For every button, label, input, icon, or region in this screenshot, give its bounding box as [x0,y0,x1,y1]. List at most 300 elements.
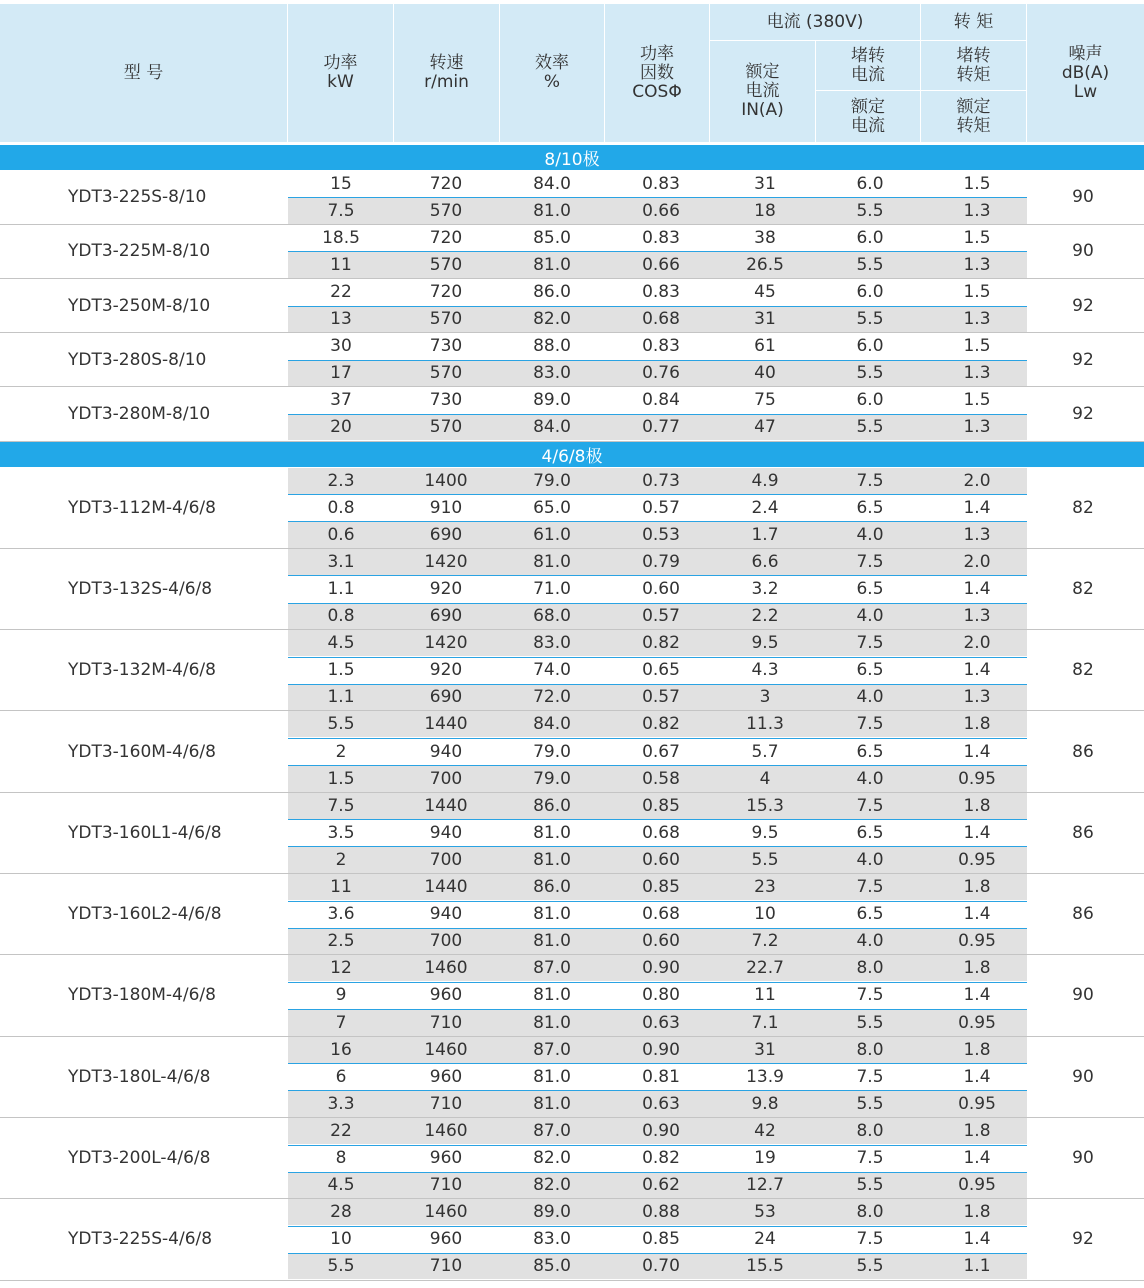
rated-current-cell: 47 [754,417,776,438]
power-cell: 16 [330,1039,352,1060]
locked-torque-cell: 1.5 [963,281,991,302]
noise-value: 92 [1072,349,1094,370]
pf-cell: 0.85 [642,795,680,816]
efficiency-cell: 81.0 [533,904,571,925]
model-name: YDT3-225M-8/10 [68,241,211,262]
noise-value: 82 [1072,660,1094,681]
pf-cell: 0.57 [642,687,680,708]
locked-torque-cell: 1.4 [963,985,991,1006]
header-speed: 转速 r/min [424,53,469,92]
speed-cell: 570 [429,309,463,329]
pf-cell: 0.80 [642,985,680,1006]
pf-cell: 0.85 [642,877,680,897]
noise-value: 82 [1072,497,1094,518]
speed-cell: 1420 [424,633,468,654]
efficiency-cell: 74.0 [533,660,571,681]
noise-value: 92 [1072,1229,1094,1250]
pf-cell: 0.82 [642,1148,680,1168]
header-divider [710,40,1026,41]
speed-cell: 570 [429,254,463,275]
efficiency-cell: 83.0 [533,633,571,654]
header-locked-torque-bottom: 额定 转矩 [956,96,991,136]
rated-current-cell: 7.2 [751,931,779,952]
speed-cell: 700 [429,768,463,789]
efficiency-cell: 61.0 [533,524,571,545]
power-cell: 2 [335,741,347,762]
power-cell: 1.5 [327,660,355,681]
model-name: YDT3-225S-8/10 [68,187,207,208]
model-name: YDT3-250M-8/10 [68,295,211,316]
pf-cell: 0.82 [642,714,680,735]
efficiency-cell: 86.0 [533,795,571,816]
rated-current-cell: 3.2 [751,578,779,599]
header-divider [920,4,921,142]
group-divider [0,278,1144,279]
locked-current-cell: 6.5 [856,660,884,681]
power-cell: 11 [330,254,352,275]
speed-cell: 960 [429,1148,463,1168]
speed-cell: 1400 [424,470,468,491]
pf-cell: 0.76 [642,363,680,384]
speed-cell: 690 [429,687,463,708]
locked-current-cell: 6.5 [856,822,884,843]
efficiency-cell: 84.0 [533,714,571,735]
locked-torque-cell: 1.8 [963,795,991,816]
locked-current-cell: 7.5 [856,470,884,491]
speed-cell: 1460 [424,1120,468,1141]
rated-current-cell: 42 [754,1120,776,1141]
speed-cell: 1420 [424,551,468,572]
locked-torque-cell: 1.5 [963,173,991,194]
pf-cell: 0.84 [642,390,680,411]
pf-cell: 0.66 [642,200,680,221]
power-cell: 3.6 [327,904,355,925]
speed-cell: 1460 [424,958,468,979]
power-cell: 7.5 [327,200,355,221]
efficiency-cell: 83.0 [533,363,571,384]
speed-cell: 690 [429,606,463,626]
model-name: YDT3-132S-4/6/8 [68,578,213,599]
model-name: YDT3-225S-4/6/8 [68,1229,213,1250]
locked-torque-cell: 2.0 [963,551,991,572]
rated-current-cell: 9.8 [751,1093,779,1114]
power-cell: 17 [330,363,352,384]
locked-current-cell: 4.0 [856,931,884,952]
header-divider [287,4,288,142]
locked-current-cell: 6.5 [856,497,884,518]
locked-current-cell: 5.5 [856,200,884,221]
rated-current-cell: 31 [754,309,776,329]
speed-cell: 700 [429,849,463,870]
locked-torque-cell: 1.3 [963,309,991,329]
power-cell: 13 [330,309,352,329]
rated-current-cell: 22.7 [746,958,784,979]
locked-current-cell: 7.5 [856,1229,884,1250]
power-cell: 0.8 [327,497,355,518]
locked-current-cell: 6.5 [856,741,884,762]
header-divider [604,4,605,142]
locked-current-cell: 6.5 [856,578,884,599]
rated-current-cell: 3 [759,687,771,708]
pf-cell: 0.82 [642,633,680,654]
rated-current-cell: 23 [754,877,776,897]
locked-current-cell: 6.0 [856,173,884,194]
locked-torque-cell: 0.95 [958,849,996,870]
pf-cell: 0.60 [642,578,680,599]
locked-current-cell: 8.0 [856,1039,884,1060]
pf-cell: 0.83 [642,173,680,194]
speed-cell: 710 [429,1093,463,1114]
pf-cell: 0.57 [642,497,680,518]
header-locked-torque-top: 堵转 转矩 [956,45,991,85]
locked-current-cell: 5.5 [856,254,884,275]
power-cell: 10 [330,1229,352,1250]
table-header [0,4,1144,142]
noise-value: 90 [1072,1066,1094,1087]
rated-current-cell: 2.2 [751,606,779,626]
efficiency-cell: 82.0 [533,1148,571,1168]
section-header: 4/6/8极 [0,442,1144,467]
rated-current-cell: 2.4 [751,497,779,518]
pf-cell: 0.63 [642,1093,680,1114]
locked-torque-cell: 1.4 [963,1229,991,1250]
locked-torque-cell: 1.4 [963,1148,991,1168]
pf-cell: 0.90 [642,1039,680,1060]
header-locked-current-top: 堵转 电流 [851,45,885,85]
speed-cell: 920 [429,660,463,681]
rated-current-cell: 11 [754,985,776,1006]
pf-cell: 0.62 [642,1175,680,1196]
rated-current-cell: 13.9 [746,1066,784,1087]
locked-torque-cell: 1.5 [963,390,991,411]
speed-cell: 700 [429,931,463,952]
pf-cell: 0.83 [642,336,680,357]
pf-cell: 0.53 [642,524,680,545]
efficiency-cell: 82.0 [533,309,571,329]
pf-cell: 0.68 [642,822,680,843]
group-divider [0,332,1144,333]
locked-torque-cell: 1.3 [963,417,991,438]
locked-current-cell: 7.5 [856,714,884,735]
power-cell: 3.3 [327,1093,355,1114]
power-cell: 1.1 [327,578,355,599]
header-divider [1026,4,1027,142]
rated-current-cell: 26.5 [746,254,784,275]
locked-current-cell: 4.0 [856,606,884,626]
speed-cell: 1460 [424,1202,468,1223]
header-divider [499,4,500,142]
pf-cell: 0.68 [642,309,680,329]
noise-value: 86 [1072,904,1094,925]
efficiency-cell: 89.0 [533,390,571,411]
speed-cell: 960 [429,985,463,1006]
efficiency-cell: 85.0 [533,1256,571,1277]
rated-current-cell: 4.3 [751,660,779,681]
locked-current-cell: 5.5 [856,1093,884,1114]
rated-current-cell: 40 [754,363,776,384]
rated-current-cell: 5.5 [751,849,779,870]
power-cell: 2 [335,849,347,870]
rated-current-cell: 31 [754,173,776,194]
rated-current-cell: 24 [754,1229,776,1250]
power-cell: 0.6 [327,524,355,545]
speed-cell: 570 [429,200,463,221]
power-cell: 18.5 [322,227,360,248]
section-header: 8/10极 [0,145,1144,170]
efficiency-cell: 79.0 [533,470,571,491]
locked-torque-cell: 1.4 [963,1066,991,1087]
efficiency-cell: 86.0 [533,281,571,302]
power-cell: 30 [330,336,352,357]
model-name: YDT3-180L-4/6/8 [68,1066,211,1087]
speed-cell: 730 [429,390,463,411]
speed-cell: 940 [429,904,463,925]
locked-current-cell: 6.5 [856,904,884,925]
header-noise: 噪声 dB(A) Lw [1061,43,1110,102]
locked-torque-cell: 1.8 [963,1039,991,1060]
rated-current-cell: 18 [754,200,776,221]
power-cell: 22 [330,1120,352,1141]
pf-cell: 0.65 [642,660,680,681]
speed-cell: 960 [429,1066,463,1087]
power-cell: 1.1 [327,687,355,708]
noise-value: 92 [1072,403,1094,424]
rated-current-cell: 19 [754,1148,776,1168]
speed-cell: 960 [429,1229,463,1250]
power-cell: 22 [330,281,352,302]
pf-cell: 0.83 [642,227,680,248]
locked-torque-cell: 1.3 [963,606,991,626]
locked-torque-cell: 1.3 [963,254,991,275]
speed-cell: 1440 [424,877,468,897]
efficiency-cell: 81.0 [533,551,571,572]
group-divider [0,224,1144,225]
locked-torque-cell: 1.8 [963,714,991,735]
power-cell: 6 [335,1066,347,1087]
locked-torque-cell: 1.4 [963,904,991,925]
locked-torque-cell: 1.8 [963,958,991,979]
rated-current-cell: 61 [754,336,776,357]
header-current-group: 电流 (380V) [766,11,864,32]
efficiency-cell: 81.0 [533,200,571,221]
header-power-factor: 功率 因数 COSΦ [632,43,682,102]
power-cell: 12 [330,958,352,979]
efficiency-cell: 81.0 [533,1093,571,1114]
locked-current-cell: 6.0 [856,336,884,357]
locked-current-cell: 4.0 [856,768,884,789]
locked-current-cell: 5.5 [856,363,884,384]
locked-current-cell: 8.0 [856,1120,884,1141]
rated-current-cell: 5.7 [751,741,779,762]
noise-value: 92 [1072,295,1094,316]
rated-current-cell: 31 [754,1039,776,1060]
locked-torque-cell: 1.8 [963,1120,991,1141]
locked-torque-cell: 0.95 [958,1093,996,1114]
locked-torque-cell: 0.95 [958,1175,996,1196]
model-name: YDT3-180M-4/6/8 [68,985,216,1006]
model-name: YDT3-200L-4/6/8 [68,1148,211,1168]
efficiency-cell: 84.0 [533,173,571,194]
pf-cell: 0.66 [642,254,680,275]
pf-cell: 0.88 [642,1202,680,1223]
speed-cell: 710 [429,1175,463,1196]
power-cell: 2.5 [327,931,355,952]
rated-current-cell: 4 [759,768,771,789]
model-name: YDT3-132M-4/6/8 [68,660,216,681]
rated-current-cell: 53 [754,1202,776,1223]
efficiency-cell: 81.0 [533,849,571,870]
power-cell: 9 [335,985,347,1006]
locked-current-cell: 5.5 [856,1012,884,1033]
locked-current-cell: 5.5 [856,309,884,329]
noise-value: 90 [1072,241,1094,262]
pf-cell: 0.67 [642,741,680,762]
locked-torque-cell: 1.4 [963,497,991,518]
efficiency-cell: 71.0 [533,578,571,599]
locked-current-cell: 6.0 [856,281,884,302]
speed-cell: 1460 [424,1039,468,1060]
locked-current-cell: 6.0 [856,227,884,248]
power-cell: 11 [330,877,352,897]
locked-current-cell: 7.5 [856,877,884,897]
rated-current-cell: 75 [754,390,776,411]
rated-current-cell: 11.3 [746,714,784,735]
power-cell: 5.5 [327,714,355,735]
pf-cell: 0.60 [642,849,680,870]
power-cell: 3.5 [327,822,355,843]
power-cell: 3.1 [327,551,355,572]
efficiency-cell: 89.0 [533,1202,571,1223]
efficiency-cell: 83.0 [533,1229,571,1250]
noise-value: 82 [1072,578,1094,599]
power-cell: 0.8 [327,606,355,626]
power-cell: 37 [330,390,352,411]
speed-cell: 730 [429,336,463,357]
locked-torque-cell: 1.4 [963,578,991,599]
pf-cell: 0.58 [642,768,680,789]
locked-current-cell: 5.5 [856,417,884,438]
locked-torque-cell: 0.95 [958,1012,996,1033]
model-name: YDT3-280M-8/10 [68,403,211,424]
rated-current-cell: 1.7 [751,524,779,545]
efficiency-cell: 79.0 [533,768,571,789]
pf-cell: 0.70 [642,1256,680,1277]
locked-torque-cell: 2.0 [963,470,991,491]
locked-current-cell: 7.5 [856,985,884,1006]
locked-torque-cell: 1.3 [963,200,991,221]
header-divider [393,4,394,142]
pf-cell: 0.60 [642,931,680,952]
noise-value: 86 [1072,822,1094,843]
header-divider [709,4,710,142]
rated-current-cell: 9.5 [751,822,779,843]
noise-value: 86 [1072,741,1094,762]
speed-cell: 720 [429,227,463,248]
locked-current-cell: 7.5 [856,1066,884,1087]
speed-cell: 940 [429,822,463,843]
locked-torque-cell: 1.8 [963,1202,991,1223]
power-cell: 20 [330,417,352,438]
efficiency-cell: 81.0 [533,254,571,275]
locked-current-cell: 7.5 [856,633,884,654]
speed-cell: 910 [429,497,463,518]
rated-current-cell: 4.9 [751,470,779,491]
efficiency-cell: 87.0 [533,958,571,979]
pf-cell: 0.90 [642,958,680,979]
header-model: 型 号 [123,62,164,83]
locked-torque-cell: 1.4 [963,660,991,681]
speed-cell: 720 [429,173,463,194]
efficiency-cell: 86.0 [533,877,571,897]
locked-torque-cell: 1.8 [963,877,991,897]
header-power: 功率 kW [323,53,358,92]
locked-current-cell: 7.5 [856,795,884,816]
locked-current-cell: 6.0 [856,390,884,411]
pf-cell: 0.63 [642,1012,680,1033]
efficiency-cell: 88.0 [533,336,571,357]
locked-current-cell: 8.0 [856,958,884,979]
speed-cell: 570 [429,363,463,384]
efficiency-cell: 81.0 [533,931,571,952]
speed-cell: 1440 [424,714,468,735]
efficiency-cell: 87.0 [533,1120,571,1141]
speed-cell: 940 [429,741,463,762]
model-name: YDT3-160L2-4/6/8 [68,904,222,925]
noise-value: 90 [1072,1148,1094,1168]
rated-current-cell: 45 [754,281,776,302]
locked-torque-cell: 1.1 [963,1256,991,1277]
locked-torque-cell: 1.3 [963,363,991,384]
pf-cell: 0.81 [642,1066,680,1087]
power-cell: 4.5 [327,633,355,654]
model-name: YDT3-112M-4/6/8 [68,497,216,518]
locked-torque-cell: 2.0 [963,633,991,654]
locked-current-cell: 8.0 [856,1202,884,1223]
speed-cell: 690 [429,524,463,545]
rated-current-cell: 7.1 [751,1012,779,1033]
pf-cell: 0.73 [642,470,680,491]
efficiency-cell: 81.0 [533,985,571,1006]
noise-value: 90 [1072,985,1094,1006]
locked-torque-cell: 1.4 [963,741,991,762]
efficiency-cell: 81.0 [533,1066,571,1087]
model-name: YDT3-280S-8/10 [68,349,207,370]
locked-current-cell: 4.0 [856,849,884,870]
header-divider [815,41,816,142]
efficiency-cell: 81.0 [533,1012,571,1033]
speed-cell: 1440 [424,795,468,816]
locked-current-cell: 7.5 [856,1148,884,1168]
locked-torque-cell: 1.3 [963,524,991,545]
power-cell: 4.5 [327,1175,355,1196]
locked-current-cell: 4.0 [856,524,884,545]
efficiency-cell: 82.0 [533,1175,571,1196]
header-rated-current: 额定 电流 IN(A) [741,62,784,120]
locked-current-cell: 5.5 [856,1256,884,1277]
locked-torque-cell: 1.5 [963,227,991,248]
power-cell: 1.5 [327,768,355,789]
locked-torque-cell: 1.4 [963,822,991,843]
group-divider [0,1280,1144,1281]
efficiency-cell: 72.0 [533,687,571,708]
locked-torque-cell: 0.95 [958,768,996,789]
pf-cell: 0.57 [642,606,680,626]
efficiency-cell: 79.0 [533,741,571,762]
efficiency-cell: 65.0 [533,497,571,518]
rated-current-cell: 12.7 [746,1175,784,1196]
efficiency-cell: 85.0 [533,227,571,248]
locked-current-cell: 5.5 [856,1175,884,1196]
